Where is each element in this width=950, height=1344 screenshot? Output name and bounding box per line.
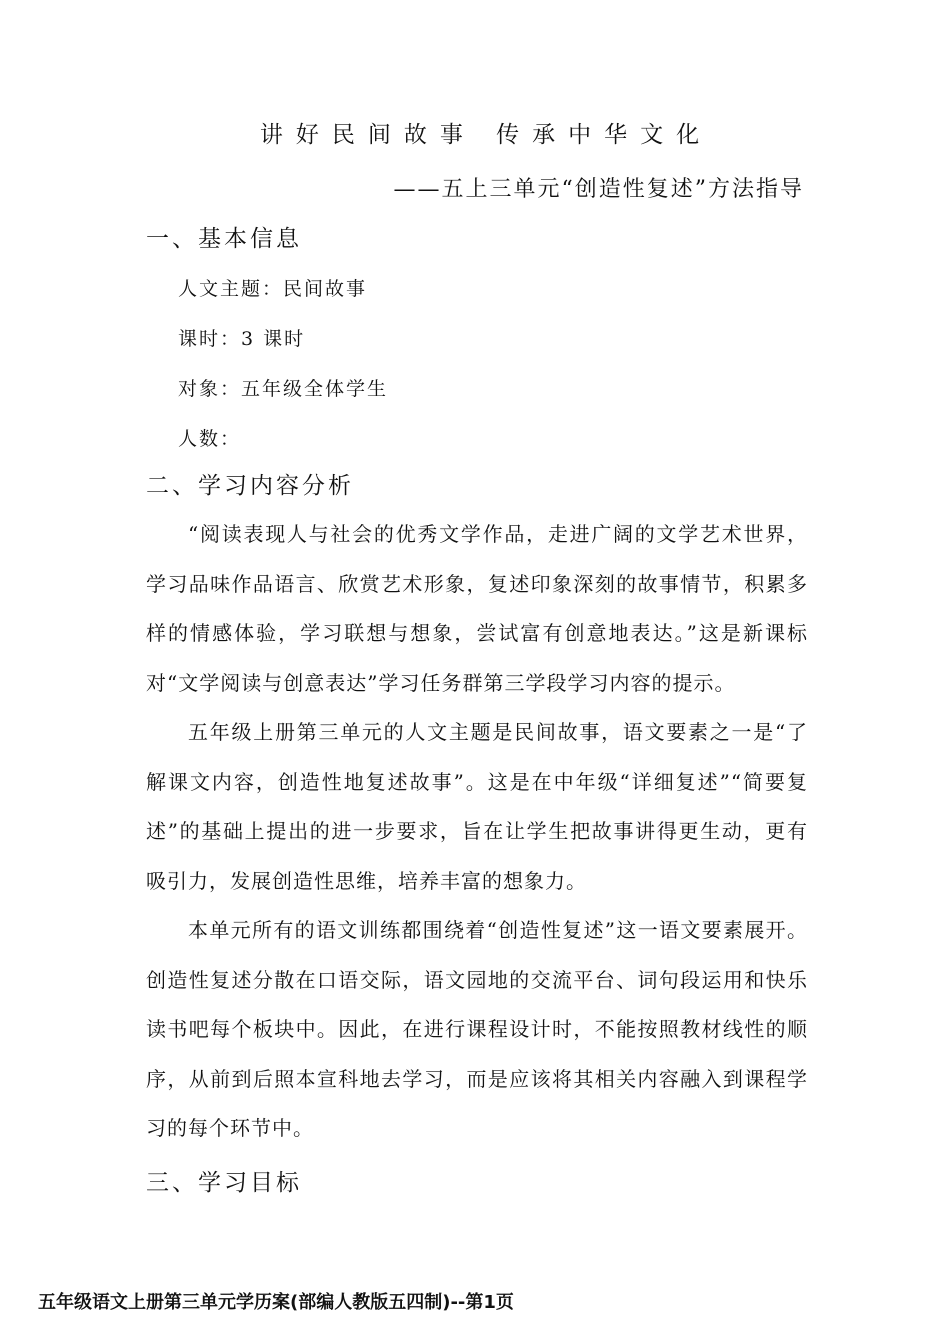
section-heading-basic-info: 一、基本信息 [146,226,302,252]
document-subtitle: ——五上三单元“创造性复述”方法指导 [393,177,804,202]
info-hours: 课时：3 课时 [178,328,306,350]
paragraph-unit-theme: 五年级上册第三单元的人文主题是民间故事，语文要素之一是“了解课文内容，创造性地复述故事”。这是在中年级“详细复述”“简要复述”的基础上提出的进一步要求，旨在让学生把故事讲得更生动，更有吸引力，发展创造性思维，培养丰富的想象力。 [146,720,808,893]
info-theme: 人文主题：民间故事 [178,278,368,300]
section-heading-learning-goals: 三、学习目标 [146,1170,302,1196]
page-footer: 五年级语文上册第三单元学历案(部编人教版五四制)--第1页 [38,1292,514,1313]
document-title: 讲好民间故事 传承中华文化 [259,122,713,148]
info-count: 人数： [178,428,242,450]
info-audience: 对象：五年级全体学生 [178,378,389,400]
paragraph-unit-training: 本单元所有的语文训练都围绕着“创造性复述”这一语文要素展开。创造性复述分散在口语交际，语文园地的交流平台、词句段运用和快乐读书吧每个板块中。因此，在进行课程设计时，不能按照教材线性的顺序，从前到后照本宣科地去学习，而是应该将其相关内容融入到课程学习的每个环节中。 [146,918,808,1140]
paragraph-curriculum-quote: “阅读表现人与社会的优秀文学作品，走进广阔的文学艺术世界，学习品味作品语言、欣赏艺术形象，复述印象深刻的故事情节，积累多样的情感体验，学习联想与想象，尝试富有创意地表达。”这是新课标对“文学阅读与创意表达”学习任务群第三学段学习内容的提示。 [146,522,808,695]
section-heading-content-analysis: 二、学习内容分析 [146,473,354,499]
